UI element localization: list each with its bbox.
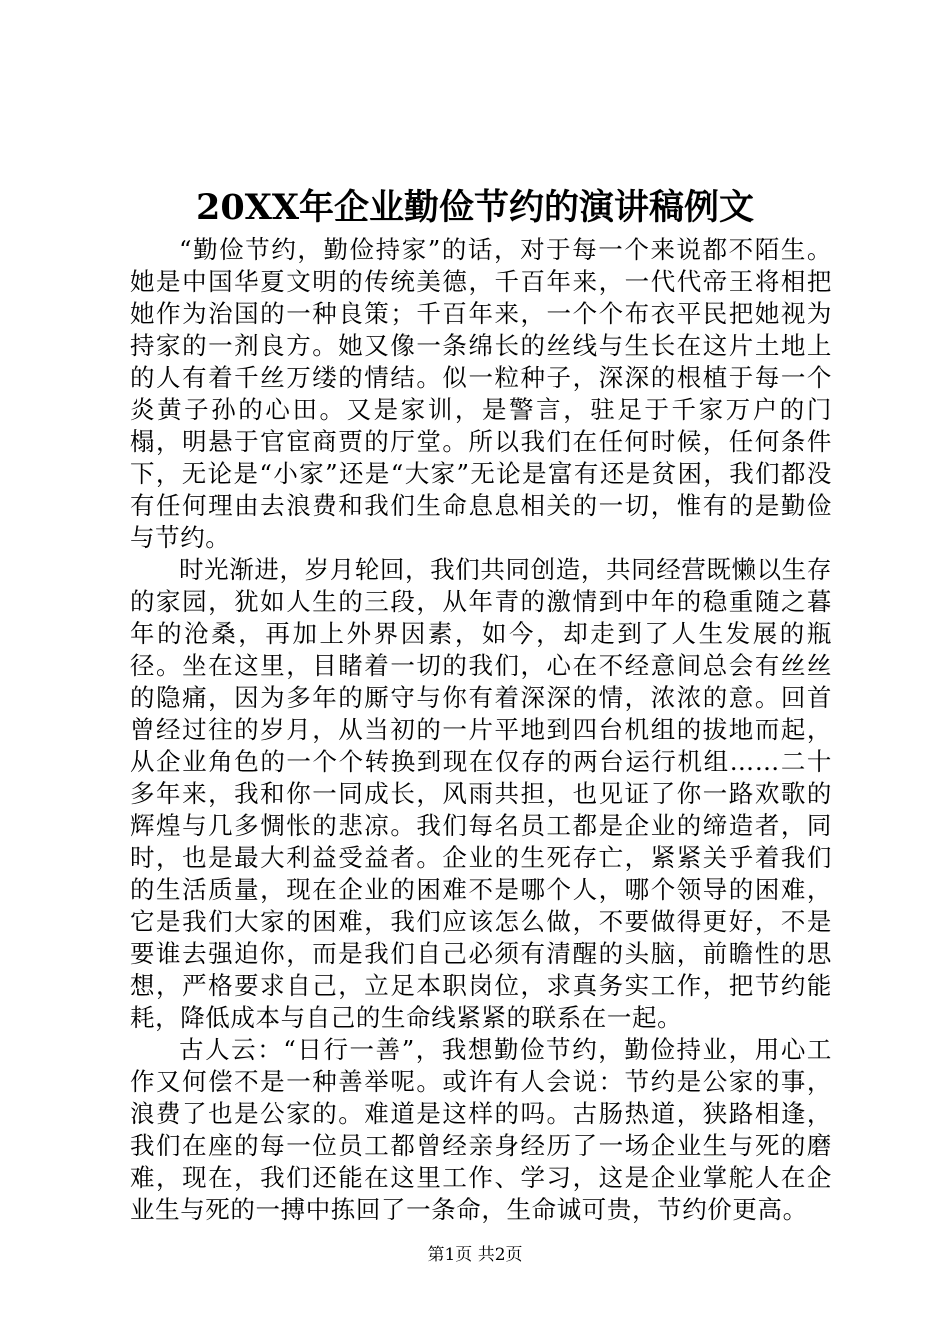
document-body <box>130 234 832 1226</box>
page-number-label: 第1页 共2页 <box>427 1245 523 1265</box>
page-footer <box>0 1243 950 1267</box>
paragraph-1: “勤俭节约，勤俭持家”的话，对于每一个来说都不陌生。她是中国华夏文明的传统美德，千百年来，一代代帝王将相把她作为治国的一种良策；千百年来，一个个布衣平民把她视为持家的一剂良方。她又像一条绵长的丝线与生长在这片土地上的人有着千丝万缕的情结。似一粒种子，深深的根植于每一个炎黄子孙的心田。又是家训，是警言，驻足于千家万户的门榻，明悬于官宦商贾的厅堂。所以我们在任何时候，任何条件下，无论是“小家”还是“大家”无论是富有还是贫困，我们都没有任何理由去浪费和我们生命息息相关的一切，惟有的是勤俭与节约。 <box>130 235 832 552</box>
paragraph-3: 古人云：“日行一善”，我想勤俭节约，勤俭持业，用心工作又何偿不是一种善举呢。或许有人会说：节约是公家的事，浪费了也是公家的。难道是这样的吗。古肠热道，狭路相逢，我们在座的每一位员工都曾经亲身经历了一场企业生与死的磨难，现在，我们还能在这里工作、学习，这是企业掌舵人在企业生与死的一搏中拣回了一条命，生命诚可贵，节约价更高。 <box>130 1035 832 1224</box>
paragraph-2: 时光渐进，岁月轮回，我们共同创造，共同经营既懒以生存的家园，犹如人生的三段，从年青的激情到中年的稳重随之暮年的沧桑，再加上外界因素，如今，却走到了人生发展的瓶径。坐在这里，目睹着一切的我们，心在不经意间总会有丝丝的隐痛，因为多年的厮守与你有着深深的情，浓浓的意。回首曾经过往的岁月，从当初的一片平地到四台机组的拔地而起，从企业角色的一个个转换到现在仅存的两台运行机组……二十多年来，我和你一同成长，风雨共担，也见证了你一路欢歌的辉煌与几多惆怅的悲凉。我们每名员工都是企业的缔造者，同时，也是最大利益受益者。企业的生死存亡，紧紧关乎着我们的生活质量，现在企业的困难不是哪个人，哪个领导的困难，它是我们大家的困难，我们应该怎么做，不要做得更好，不是要谁去强迫你，而是我们自己必须有清醒的头脑，前瞻性的思想，严格要求自己，立足本职岗位，求真务实工作，把节约能耗，降低成本与自己的生命线紧紧的联系在一起。 <box>130 555 832 1032</box>
document-title: 20XX年企业勤俭节约的演讲稿例文 <box>195 187 755 228</box>
